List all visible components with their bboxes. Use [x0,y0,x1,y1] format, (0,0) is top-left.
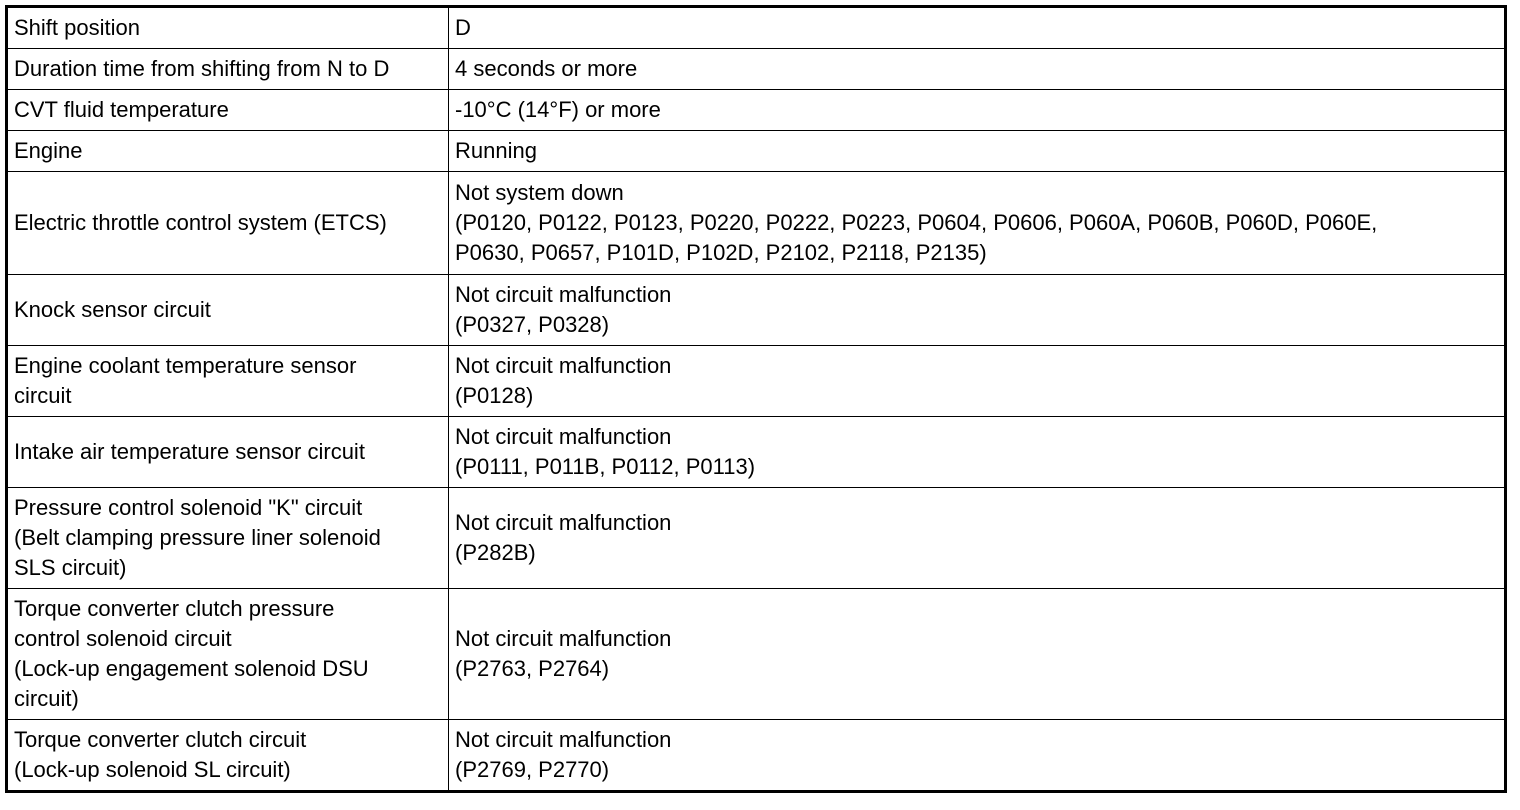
condition-cell [7,131,449,172]
table-row [7,346,1506,417]
value-text: Not circuit malfunction [455,510,672,535]
dtc-codes-text: (P0327, P0328) [455,312,610,337]
value-cell [449,417,1506,488]
value-cell [449,90,1506,131]
condition-cell [7,275,449,346]
dtc-codes-text: (P0111, P011B, P0112, P0113) [455,454,756,479]
value-text: Not system down [455,180,624,205]
condition-cell [7,172,449,275]
condition-text: SLS circuit) [14,555,127,580]
table-row [7,90,1506,131]
condition-cell [7,488,449,589]
table-row [7,488,1506,589]
condition-text: CVT fluid temperature [14,97,229,122]
value-cell [449,346,1506,417]
table-row [7,131,1506,172]
value-cell [449,7,1506,49]
value-cell [449,488,1506,589]
condition-text: Duration time from shifting from N to D [14,56,390,81]
table-row [7,7,1506,49]
table-row [7,417,1506,488]
condition-text: (Lock-up solenoid SL circuit) [14,757,291,782]
value-text: Not circuit malfunction [455,282,672,307]
dtc-codes-text: (P0128) [455,383,534,408]
condition-text: (Belt clamping pressure liner solenoid [14,525,381,550]
table-row [7,720,1506,792]
condition-text: Engine coolant temperature sensor [14,353,357,378]
value-text: -10°C (14°F) or more [455,97,661,122]
dtc-codes-text: P0630, P0657, P101D, P102D, P2102, P2118, P2135) [455,240,987,265]
condition-text: (Lock-up engagement solenoid DSU [14,656,369,681]
condition-text: Pressure control solenoid "K" circuit [14,495,363,520]
conditions-table [5,5,1507,793]
value-text: D [455,15,471,40]
condition-text: Shift position [14,15,140,40]
value-text: Not circuit malfunction [455,626,672,651]
condition-text: Knock sensor circuit [14,297,211,322]
value-text: Not circuit malfunction [455,727,672,752]
value-text: 4 seconds or more [455,56,638,81]
value-cell [449,49,1506,90]
condition-cell [7,90,449,131]
dtc-codes-text: (P282B) [455,540,536,565]
condition-cell [7,346,449,417]
dtc-codes-text: (P0120, P0122, P0123, P0220, P0222, P0223, P0604, P0606, P060A, P060B, P060D, P060E, [455,210,1378,235]
value-cell [449,131,1506,172]
value-text: Running [455,138,537,163]
value-cell [449,172,1506,275]
value-cell [449,589,1506,720]
table-row [7,49,1506,90]
table-row [7,172,1506,275]
dtc-codes-text: (P2769, P2770) [455,757,610,782]
condition-cell [7,417,449,488]
condition-text: control solenoid circuit [14,626,232,651]
condition-text: circuit) [14,686,79,711]
value-cell [449,275,1506,346]
condition-text: Intake air temperature sensor circuit [14,439,365,464]
condition-cell [7,589,449,720]
condition-text: Torque converter clutch pressure [14,596,335,621]
condition-text: circuit [14,383,72,408]
table-row [7,589,1506,720]
condition-cell [7,49,449,90]
value-text: Not circuit malfunction [455,424,672,449]
condition-text: Engine [14,138,83,163]
condition-cell [7,720,449,792]
condition-cell [7,7,449,49]
value-text: Not circuit malfunction [455,353,672,378]
value-cell [449,720,1506,792]
condition-text: Electric throttle control system (ETCS) [14,210,387,235]
dtc-codes-text: (P2763, P2764) [455,656,610,681]
table-body [7,7,1506,792]
table-row [7,275,1506,346]
condition-text: Torque converter clutch circuit [14,727,307,752]
